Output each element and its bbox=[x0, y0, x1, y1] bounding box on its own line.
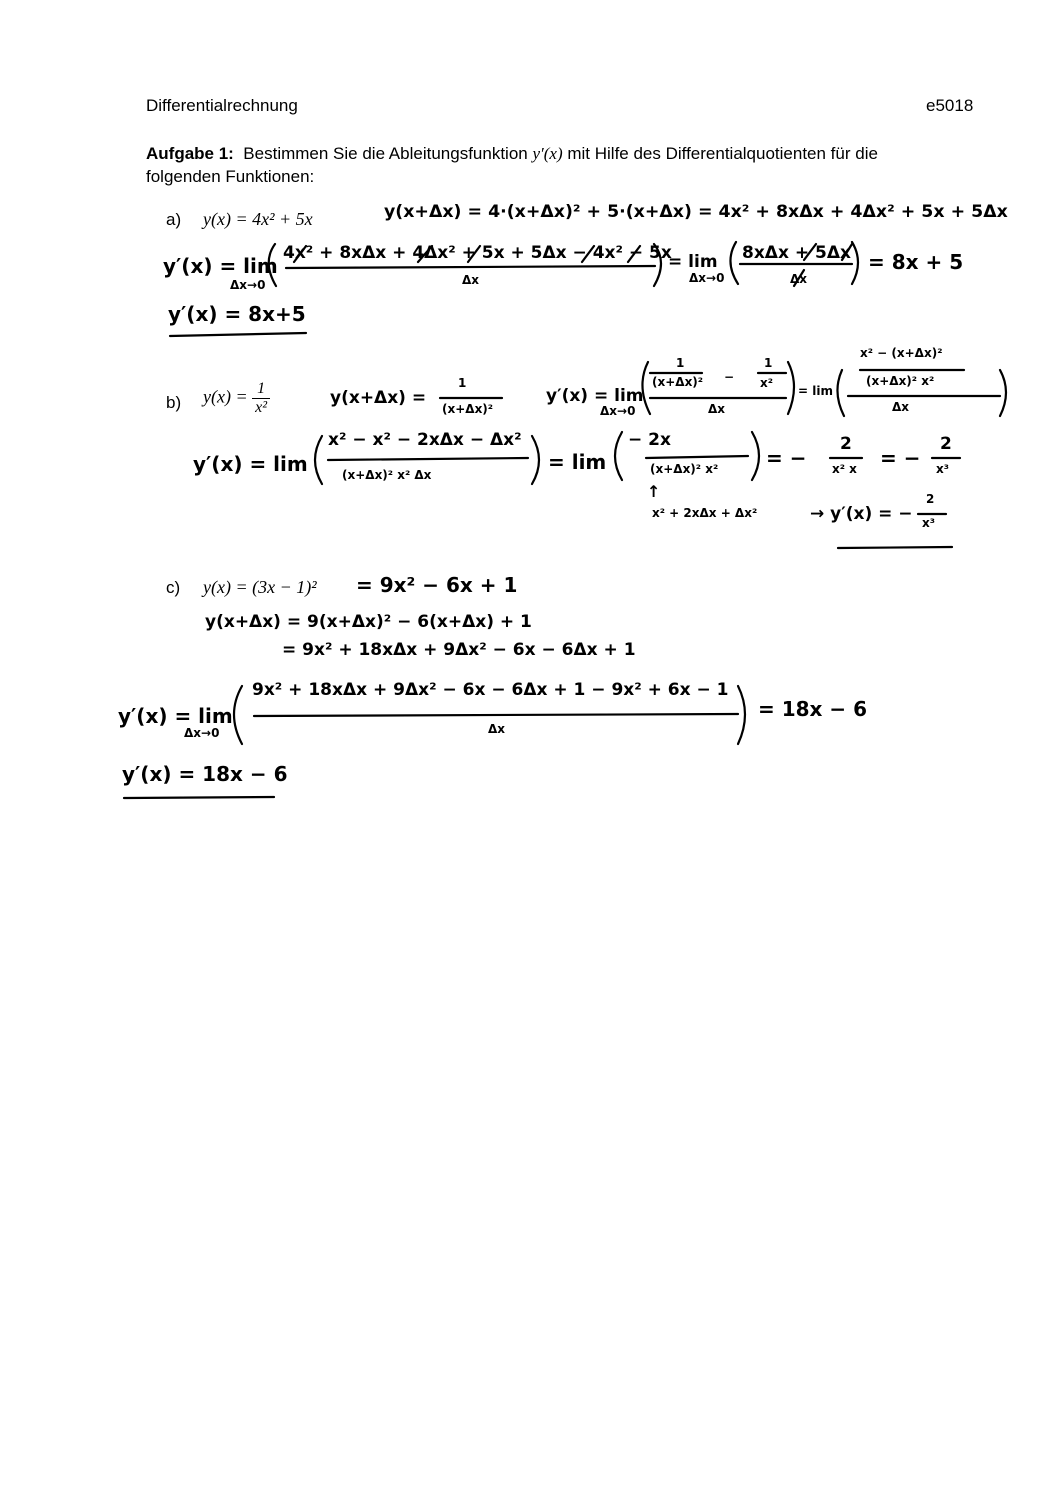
part-b-hw-line1-den: (x+Δx)² bbox=[442, 402, 494, 416]
part-a-fraction-bar bbox=[286, 266, 655, 268]
part-a-hw-lim-sub-2: Δx→0 bbox=[689, 271, 725, 285]
part-a-left-paren bbox=[269, 244, 276, 286]
part-b-label: b) bbox=[166, 393, 182, 412]
part-b-hw-line2-lhs: y′(x) = lim bbox=[193, 452, 308, 476]
part-b-line2-left-paren-2 bbox=[615, 432, 622, 480]
part-a-right-paren-2 bbox=[852, 242, 858, 284]
part-b-hw-inner-den-b: x² bbox=[760, 376, 773, 390]
part-b-hw-line1-num: 1 bbox=[458, 376, 467, 390]
part-b-hw-line2-eq3: = − bbox=[880, 446, 921, 470]
part-a-hw-result: = 8x + 5 bbox=[868, 250, 964, 274]
part-a-cancel-5 bbox=[628, 246, 640, 262]
part-a-label: a) bbox=[166, 210, 182, 229]
part-a-hw-num: 4x² + 8xΔx + 4Δx² + 5x + 5Δx − 4x² − 5x bbox=[283, 243, 672, 263]
part-c-hw-line2: = 9x² + 18xΔx + 9Δx² − 6x − 6Δx + 1 bbox=[282, 640, 636, 660]
part-a-left-paren-2 bbox=[730, 242, 738, 284]
part-a-cancel-8 bbox=[794, 270, 804, 286]
part-b-line2-right-paren-2 bbox=[752, 432, 759, 480]
part-c-function: y(x) = (3x − 1)² bbox=[203, 577, 317, 597]
part-b-hw-line1-lhs: y(x+Δx) = bbox=[330, 388, 427, 408]
part-a-cancel-1 bbox=[294, 246, 306, 262]
part-a-hw-line1: y(x+Δx) = 4·(x+Δx)² + 5·(x+Δx) = 4x² + 8xΔx + 4Δx² + 5x + 5Δx bbox=[384, 202, 1008, 222]
part-b-hw-big-num: x² − (x+Δx)² bbox=[860, 346, 943, 360]
task-text-1: Bestimmen Sie die Ableitungsfunktion bbox=[243, 144, 528, 163]
part-b-line2-fraction-bar-2 bbox=[646, 456, 748, 458]
part-b-hw-line2-den3: x² x bbox=[832, 462, 857, 476]
part-b-hw-line2-den2: (x+Δx)² x² bbox=[650, 462, 719, 476]
part-b-hw-line2-eq: = lim bbox=[548, 450, 607, 474]
part-b-hw-eq-lim: = lim bbox=[798, 384, 833, 398]
task-label: Aufgabe 1: bbox=[146, 144, 234, 163]
part-a-hw-eq2: = lim bbox=[668, 252, 718, 272]
part-b-right-paren-2 bbox=[1000, 370, 1006, 416]
part-a-cancel-3 bbox=[468, 246, 480, 262]
part-b-hw-answer-num: 2 bbox=[926, 492, 935, 506]
part-b-line2-fraction-bar bbox=[328, 458, 528, 460]
part-a-hw-num2: 8xΔx + 5Δx bbox=[742, 243, 851, 263]
part-b-function-num: 1 bbox=[252, 380, 270, 399]
part-b-line2-left-paren bbox=[315, 436, 322, 484]
part-a-hw-lim-sub: Δx→0 bbox=[230, 278, 266, 292]
part-b-hw-inner-den: Δx bbox=[708, 402, 726, 416]
part-b-hw-arrow-note: x² + 2xΔx + Δx² bbox=[652, 506, 758, 520]
part-b-hw-big-num-den: (x+Δx)² x² bbox=[866, 374, 935, 388]
part-c-hw-lim-lhs: y′(x) = lim bbox=[118, 704, 233, 728]
part-c-fraction-bar bbox=[254, 714, 738, 716]
part-b-right-paren-1 bbox=[788, 362, 794, 414]
part-a-cancel-2 bbox=[418, 246, 432, 262]
part-b-hw-inner-num-b: 1 bbox=[764, 356, 773, 370]
task-text-2: mit Hilfe des Differentialquotienten für die bbox=[567, 144, 878, 163]
part-a-hw-answer: y′(x) = 8x+5 bbox=[168, 302, 306, 326]
part-c-hw-result: = 18x − 6 bbox=[758, 697, 868, 721]
part-b-hw-inner-num-a: 1 bbox=[676, 356, 685, 370]
part-c-answer-underline bbox=[124, 797, 274, 798]
document-title: Differentialrechnung bbox=[146, 96, 298, 115]
part-c-hw-line1: y(x+Δx) = 9(x+Δx)² − 6(x+Δx) + 1 bbox=[205, 612, 532, 632]
part-c-hw-expand: = 9x² − 6x + 1 bbox=[356, 573, 518, 597]
part-b-hw-line2-num3: 2 bbox=[840, 434, 852, 454]
part-a-hw-lhs: y′(x) = lim bbox=[163, 254, 278, 278]
part-b-function-den: x² bbox=[255, 399, 268, 416]
part-b-answer-underline bbox=[838, 547, 952, 548]
part-b-hw-big-den: Δx bbox=[892, 400, 910, 414]
part-b-left-paren-2 bbox=[837, 370, 844, 416]
part-b-hw-inner-den-a: (x+Δx)² bbox=[652, 375, 704, 389]
part-a-hw-den: Δx bbox=[462, 273, 480, 287]
part-c-hw-num: 9x² + 18xΔx + 9Δx² − 6x − 6Δx + 1 − 9x² + 6x − 1 bbox=[252, 680, 729, 700]
part-c-left-paren bbox=[234, 686, 242, 744]
part-b-hw-line2-num2: − 2x bbox=[628, 430, 671, 450]
up-arrow-icon: ↑ bbox=[647, 482, 661, 501]
part-c-hw-den: Δx bbox=[488, 722, 506, 736]
document-code: e5018 bbox=[926, 96, 974, 115]
task-statement-line2: folgenden Funktionen: bbox=[146, 167, 315, 186]
part-a-function: y(x) = 4x² + 5x bbox=[203, 209, 313, 229]
part-b-hw-answer-lhs: → y′(x) = − bbox=[810, 504, 913, 524]
part-b-hw-line2-den4: x³ bbox=[936, 462, 949, 476]
part-b-function-lhs: y(x) = bbox=[203, 386, 248, 407]
part-b-hw-line2-eq2: = − bbox=[766, 446, 807, 470]
task-symbol: y′(x) bbox=[532, 144, 563, 163]
part-b-hw-answer-den: x³ bbox=[922, 516, 935, 530]
part-a-answer-underline bbox=[170, 333, 306, 336]
part-c-hw-answer: y′(x) = 18x − 6 bbox=[122, 762, 288, 786]
part-b-hw-line2-num: x² − x² − 2xΔx − Δx² bbox=[328, 430, 522, 450]
part-a-hw-den2: Δx bbox=[790, 272, 808, 286]
part-b-hw-lim-sub: Δx→0 bbox=[600, 404, 636, 418]
part-b-hw-line2-den: (x+Δx)² x² Δx bbox=[342, 468, 432, 482]
part-a-cancel-4 bbox=[582, 246, 594, 262]
part-b-line2-right-paren bbox=[532, 436, 539, 484]
part-b-hw-inner-minus: − bbox=[724, 370, 735, 384]
part-c-label: c) bbox=[166, 578, 181, 597]
part-c-hw-lim-sub: Δx→0 bbox=[184, 726, 220, 740]
part-a-cancel-7 bbox=[842, 244, 852, 260]
part-c-right-paren bbox=[738, 686, 745, 744]
part-b-hw-lim-lhs: y′(x) = lim bbox=[546, 386, 644, 406]
part-b-hw-line2-num4: 2 bbox=[940, 434, 952, 454]
part-a-cancel-6 bbox=[804, 244, 816, 260]
part-b-left-paren-1 bbox=[642, 362, 650, 414]
